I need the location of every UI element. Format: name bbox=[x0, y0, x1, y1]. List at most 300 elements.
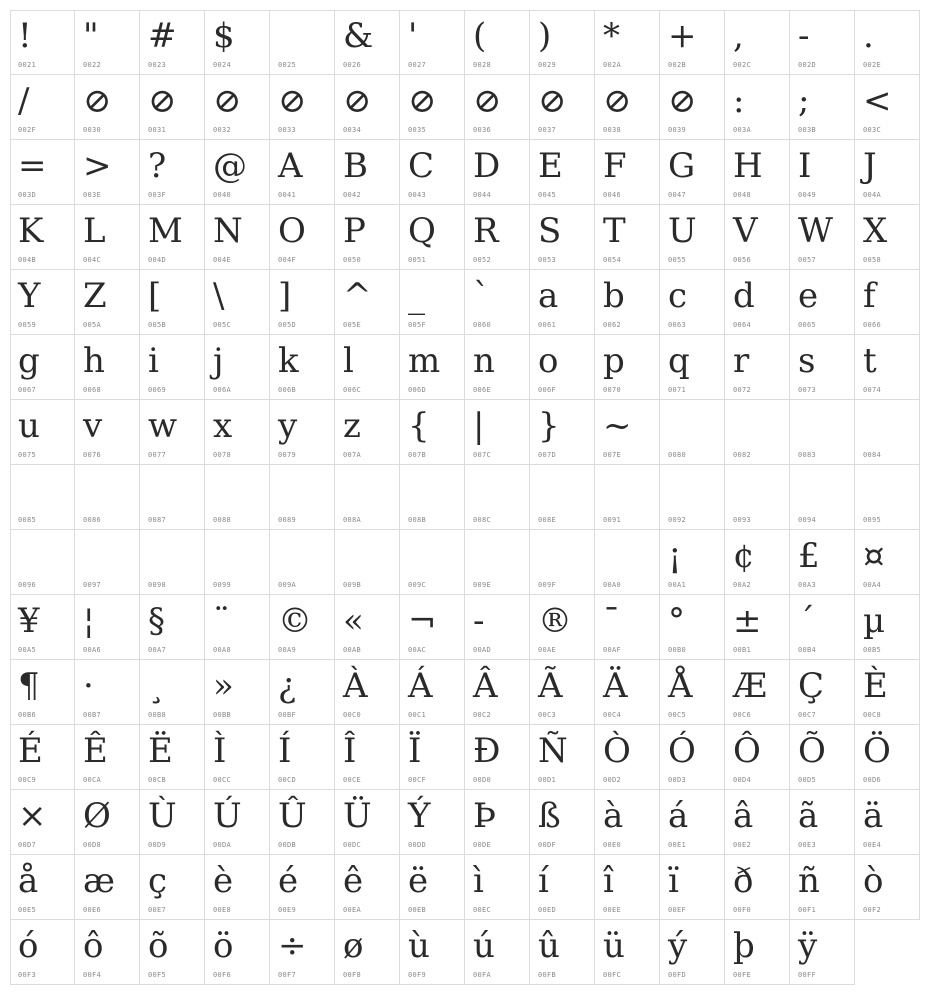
glyph-cell bbox=[140, 855, 205, 920]
glyph-codepoint: 00D4 bbox=[733, 776, 752, 784]
glyph-codepoint: 00B1 bbox=[733, 646, 752, 654]
glyph-char: = bbox=[18, 146, 47, 186]
glyph-cell bbox=[790, 530, 855, 595]
glyph-char: Ø bbox=[83, 796, 111, 836]
glyph-cell bbox=[335, 335, 400, 400]
glyph-cell bbox=[855, 725, 920, 790]
glyph-cell bbox=[75, 725, 140, 790]
glyph-char: ¢ bbox=[733, 536, 755, 576]
glyph-cell bbox=[205, 205, 270, 270]
glyph-codepoint: 00F5 bbox=[148, 971, 167, 979]
glyph-codepoint: 007C bbox=[473, 451, 492, 459]
glyph-codepoint: 0062 bbox=[603, 321, 622, 329]
glyph-char: K bbox=[18, 211, 44, 251]
glyph-cell bbox=[855, 790, 920, 855]
glyph-char: Ñ bbox=[538, 731, 568, 771]
glyph-cell bbox=[335, 790, 400, 855]
glyph-char: Â bbox=[473, 666, 498, 706]
glyph-cell bbox=[595, 920, 660, 985]
glyph-codepoint: 00D0 bbox=[473, 776, 492, 784]
glyph-cell bbox=[660, 595, 725, 660]
glyph-codepoint: 00B5 bbox=[863, 646, 882, 654]
glyph-codepoint: 009B bbox=[343, 581, 362, 589]
glyph-char: Î bbox=[343, 731, 357, 771]
glyph-codepoint: 006E bbox=[473, 386, 492, 394]
glyph-codepoint: 0054 bbox=[603, 256, 622, 264]
glyph-char: Ë bbox=[148, 731, 173, 771]
glyph-cell bbox=[595, 530, 660, 595]
glyph-char: Ä bbox=[603, 666, 628, 706]
glyph-cell bbox=[205, 400, 270, 465]
glyph-cell bbox=[400, 335, 465, 400]
glyph-char: ` bbox=[473, 276, 490, 316]
glyph-cell bbox=[465, 855, 530, 920]
glyph-codepoint: 00E0 bbox=[603, 841, 622, 849]
glyph-char: Þ bbox=[473, 796, 496, 836]
glyph-codepoint: 00CB bbox=[148, 776, 167, 784]
glyph-cell bbox=[400, 660, 465, 725]
glyph-cell bbox=[75, 595, 140, 660]
glyph-char: ð bbox=[733, 861, 754, 901]
glyph-cell bbox=[595, 140, 660, 205]
glyph-char: Å bbox=[668, 666, 693, 706]
glyph-cell bbox=[140, 75, 205, 140]
glyph-codepoint: 0032 bbox=[213, 126, 232, 134]
glyph-char: ë bbox=[408, 861, 429, 901]
glyph-codepoint: 00FA bbox=[473, 971, 492, 979]
glyph-codepoint: 00EE bbox=[603, 906, 622, 914]
glyph-codepoint: 007E bbox=[603, 451, 622, 459]
glyph-cell bbox=[75, 855, 140, 920]
glyph-codepoint: 00A3 bbox=[798, 581, 817, 589]
glyph-char: ] bbox=[278, 276, 292, 316]
glyph-char: Á bbox=[408, 666, 433, 706]
glyph-codepoint: 00DE bbox=[473, 841, 492, 849]
glyph-char: L bbox=[83, 211, 106, 251]
glyph-codepoint: 0055 bbox=[668, 256, 687, 264]
glyph-char: O bbox=[278, 211, 306, 251]
glyph-codepoint: 0049 bbox=[798, 191, 817, 199]
glyph-cell bbox=[790, 595, 855, 660]
glyph-cell bbox=[205, 335, 270, 400]
glyph-char: V bbox=[733, 211, 758, 251]
glyph-cell bbox=[400, 920, 465, 985]
glyph-codepoint: 00BB bbox=[213, 711, 232, 719]
glyph-cell bbox=[10, 10, 75, 75]
glyph-codepoint: 0084 bbox=[863, 451, 882, 459]
glyph-cell bbox=[10, 725, 75, 790]
glyph-codepoint: 00C9 bbox=[18, 776, 37, 784]
glyph-cell bbox=[660, 465, 725, 530]
glyph-cell bbox=[465, 140, 530, 205]
glyph-cell bbox=[140, 10, 205, 75]
glyph-char: , bbox=[733, 16, 744, 56]
glyph-char: á bbox=[668, 796, 689, 836]
glyph-codepoint: 005B bbox=[148, 321, 167, 329]
glyph-char: * bbox=[603, 16, 620, 56]
glyph-codepoint: 0037 bbox=[538, 126, 557, 134]
glyph-codepoint: 003E bbox=[83, 191, 102, 199]
glyph-cell bbox=[75, 75, 140, 140]
glyph-cell bbox=[660, 75, 725, 140]
glyph-codepoint: 0023 bbox=[148, 61, 167, 69]
glyph-char: æ bbox=[83, 861, 115, 901]
glyph-cell bbox=[530, 400, 595, 465]
glyph-codepoint: 003D bbox=[18, 191, 37, 199]
glyph-cell bbox=[335, 75, 400, 140]
glyph-cell bbox=[465, 400, 530, 465]
glyph-cell bbox=[400, 725, 465, 790]
glyph-char: ´ bbox=[798, 601, 815, 641]
glyph-char: ⊘ bbox=[213, 81, 242, 121]
glyph-char: « bbox=[343, 601, 364, 641]
glyph-codepoint: 00D1 bbox=[538, 776, 557, 784]
glyph-char: ø bbox=[343, 926, 364, 966]
glyph-codepoint: 00C8 bbox=[863, 711, 882, 719]
glyph-cell bbox=[75, 10, 140, 75]
glyph-cell bbox=[660, 530, 725, 595]
glyph-cell bbox=[10, 530, 75, 595]
glyph-cell bbox=[270, 790, 335, 855]
glyph-cell bbox=[400, 400, 465, 465]
glyph-codepoint: 0095 bbox=[863, 516, 882, 524]
glyph-codepoint: 0074 bbox=[863, 386, 882, 394]
glyph-codepoint: 0053 bbox=[538, 256, 557, 264]
glyph-char: D bbox=[473, 146, 501, 186]
glyph-cell bbox=[530, 595, 595, 660]
glyph-char: û bbox=[538, 926, 560, 966]
glyph-cell bbox=[205, 10, 270, 75]
glyph-codepoint: 00EC bbox=[473, 906, 492, 914]
glyph-char: k bbox=[278, 341, 299, 381]
glyph-char: è bbox=[213, 861, 234, 901]
glyph-cell bbox=[335, 465, 400, 530]
glyph-codepoint: 0085 bbox=[18, 516, 37, 524]
glyph-char: ° bbox=[668, 601, 685, 641]
glyph-char: . bbox=[863, 16, 874, 56]
glyph-char: t bbox=[863, 341, 877, 381]
glyph-char: w bbox=[148, 406, 178, 446]
glyph-codepoint: 0026 bbox=[343, 61, 362, 69]
glyph-char: E bbox=[538, 146, 563, 186]
glyph-cell bbox=[270, 660, 335, 725]
glyph-codepoint: 0069 bbox=[148, 386, 167, 394]
glyph-cell bbox=[10, 270, 75, 335]
glyph-cell bbox=[75, 465, 140, 530]
glyph-codepoint: 00E1 bbox=[668, 841, 687, 849]
glyph-codepoint: 00EA bbox=[343, 906, 362, 914]
glyph-char: ⊘ bbox=[83, 81, 112, 121]
glyph-char: H bbox=[733, 146, 763, 186]
glyph-cell bbox=[790, 400, 855, 465]
glyph-char: G bbox=[668, 146, 696, 186]
glyph-codepoint: 0091 bbox=[603, 516, 622, 524]
glyph-codepoint: 003A bbox=[733, 126, 752, 134]
glyph-char: u bbox=[18, 406, 40, 446]
glyph-codepoint: 0098 bbox=[148, 581, 167, 589]
glyph-char: Y bbox=[18, 276, 41, 316]
glyph-char: h bbox=[83, 341, 105, 381]
glyph-codepoint: 00E8 bbox=[213, 906, 232, 914]
glyph-codepoint: 00F1 bbox=[798, 906, 817, 914]
glyph-cell bbox=[140, 335, 205, 400]
glyph-char: ~ bbox=[603, 406, 632, 446]
glyph-cell bbox=[595, 10, 660, 75]
glyph-codepoint: 00A2 bbox=[733, 581, 752, 589]
glyph-codepoint: 0076 bbox=[83, 451, 102, 459]
glyph-char: C bbox=[408, 146, 435, 186]
glyph-char: þ bbox=[733, 926, 755, 966]
glyph-cell bbox=[205, 465, 270, 530]
glyph-cell bbox=[270, 400, 335, 465]
glyph-codepoint: 003B bbox=[798, 126, 817, 134]
glyph-codepoint: 0097 bbox=[83, 581, 102, 589]
glyph-cell bbox=[205, 660, 270, 725]
glyph-codepoint: 005A bbox=[83, 321, 102, 329]
glyph-codepoint: 0025 bbox=[278, 61, 297, 69]
glyph-codepoint: 006A bbox=[213, 386, 232, 394]
glyph-cell bbox=[400, 595, 465, 660]
glyph-cell bbox=[725, 400, 790, 465]
glyph-cell bbox=[725, 855, 790, 920]
glyph-cell bbox=[140, 920, 205, 985]
glyph-char: j bbox=[213, 341, 224, 381]
glyph-char: / bbox=[18, 81, 30, 121]
glyph-char: ó bbox=[18, 926, 39, 966]
glyph-codepoint: 003F bbox=[148, 191, 167, 199]
glyph-codepoint: 006C bbox=[343, 386, 362, 394]
glyph-cell bbox=[205, 920, 270, 985]
glyph-cell bbox=[140, 270, 205, 335]
glyph-codepoint: 00F7 bbox=[278, 971, 297, 979]
glyph-codepoint: 0021 bbox=[18, 61, 37, 69]
glyph-cell bbox=[270, 270, 335, 335]
glyph-char: § bbox=[148, 601, 165, 641]
glyph-char: S bbox=[538, 211, 562, 251]
glyph-codepoint: 0070 bbox=[603, 386, 622, 394]
glyph-char: v bbox=[83, 406, 103, 446]
glyph-codepoint: 008A bbox=[343, 516, 362, 524]
glyph-codepoint: 0065 bbox=[798, 321, 817, 329]
glyph-codepoint: 0035 bbox=[408, 126, 427, 134]
glyph-char: l bbox=[343, 341, 354, 381]
glyph-char: d bbox=[733, 276, 755, 316]
glyph-cell bbox=[400, 530, 465, 595]
glyph-cell bbox=[10, 920, 75, 985]
glyph-char: J bbox=[863, 146, 877, 186]
glyph-char: ñ bbox=[798, 861, 820, 901]
glyph-cell bbox=[725, 660, 790, 725]
glyph-codepoint: 0094 bbox=[798, 516, 817, 524]
glyph-codepoint: 004A bbox=[863, 191, 882, 199]
glyph-codepoint: 0061 bbox=[538, 321, 557, 329]
glyph-cell bbox=[335, 400, 400, 465]
glyph-cell bbox=[790, 140, 855, 205]
glyph-char: ⊘ bbox=[278, 81, 307, 121]
glyph-codepoint: 00C0 bbox=[343, 711, 362, 719]
glyph-cell bbox=[400, 205, 465, 270]
glyph-codepoint: 00DC bbox=[343, 841, 362, 849]
glyph-char: z bbox=[343, 406, 361, 446]
glyph-codepoint: 00DB bbox=[278, 841, 297, 849]
glyph-codepoint: 007A bbox=[343, 451, 362, 459]
glyph-cell bbox=[75, 920, 140, 985]
glyph-codepoint: 0052 bbox=[473, 256, 492, 264]
glyph-char: î bbox=[603, 861, 614, 901]
glyph-char: ö bbox=[213, 926, 234, 966]
glyph-codepoint: 00FE bbox=[733, 971, 752, 979]
glyph-cell bbox=[660, 10, 725, 75]
glyph-codepoint: 0086 bbox=[83, 516, 102, 524]
glyph-char: ¶ bbox=[18, 666, 40, 706]
glyph-cell bbox=[530, 790, 595, 855]
glyph-cell bbox=[465, 205, 530, 270]
glyph-cell bbox=[10, 335, 75, 400]
glyph-char: ¯ bbox=[603, 601, 620, 641]
glyph-char: n bbox=[473, 341, 495, 381]
glyph-codepoint: 00E7 bbox=[148, 906, 167, 914]
glyph-codepoint: 002A bbox=[603, 61, 622, 69]
glyph-codepoint: 0087 bbox=[148, 516, 167, 524]
glyph-cell bbox=[465, 660, 530, 725]
glyph-cell bbox=[855, 205, 920, 270]
glyph-char: y bbox=[278, 406, 298, 446]
glyph-char: Í bbox=[278, 731, 292, 771]
glyph-char: õ bbox=[148, 926, 169, 966]
glyph-cell bbox=[140, 595, 205, 660]
glyph-codepoint: 0030 bbox=[83, 126, 102, 134]
glyph-codepoint: 002D bbox=[798, 61, 817, 69]
glyph-codepoint: 00C5 bbox=[668, 711, 687, 719]
glyph-cell bbox=[725, 530, 790, 595]
glyph-char: ï bbox=[668, 861, 679, 901]
glyph-char: m bbox=[408, 341, 441, 381]
glyph-codepoint: 00C1 bbox=[408, 711, 427, 719]
glyph-cell bbox=[400, 855, 465, 920]
glyph-char: + bbox=[668, 16, 697, 56]
glyph-char: · bbox=[83, 666, 94, 706]
glyph-char: ; bbox=[798, 81, 810, 121]
glyph-char: x bbox=[213, 406, 233, 446]
glyph-cell bbox=[335, 920, 400, 985]
glyph-cell bbox=[530, 335, 595, 400]
glyph-char: Q bbox=[408, 211, 436, 251]
glyph-char: ¿ bbox=[278, 666, 297, 706]
glyph-codepoint: 00F8 bbox=[343, 971, 362, 979]
glyph-codepoint: 00A1 bbox=[668, 581, 687, 589]
glyph-cell bbox=[270, 920, 335, 985]
glyph-codepoint: 004E bbox=[213, 256, 232, 264]
glyph-cell bbox=[660, 400, 725, 465]
glyph-char: é bbox=[278, 861, 299, 901]
glyph-cell bbox=[725, 790, 790, 855]
glyph-codepoint: 00F9 bbox=[408, 971, 427, 979]
glyph-char: » bbox=[213, 666, 234, 706]
glyph-codepoint: 007B bbox=[408, 451, 427, 459]
glyph-cell bbox=[790, 725, 855, 790]
glyph-codepoint: 0045 bbox=[538, 191, 557, 199]
glyph-codepoint: 00C3 bbox=[538, 711, 557, 719]
glyph-codepoint: 008E bbox=[538, 516, 557, 524]
glyph-cell bbox=[140, 465, 205, 530]
glyph-char: U bbox=[668, 211, 697, 251]
glyph-codepoint: 00FF bbox=[798, 971, 817, 979]
glyph-cell bbox=[790, 205, 855, 270]
glyph-char: @ bbox=[213, 146, 247, 186]
glyph-codepoint: 009F bbox=[538, 581, 557, 589]
glyph-cell bbox=[855, 465, 920, 530]
glyph-codepoint: 006D bbox=[408, 386, 427, 394]
glyph-cell bbox=[75, 270, 140, 335]
glyph-char: Ù bbox=[148, 796, 177, 836]
glyph-cell bbox=[465, 920, 530, 985]
glyph-codepoint: 00CA bbox=[83, 776, 102, 784]
glyph-codepoint: 0083 bbox=[798, 451, 817, 459]
glyph-cell bbox=[205, 75, 270, 140]
glyph-cell bbox=[530, 530, 595, 595]
glyph-codepoint: 0079 bbox=[278, 451, 297, 459]
glyph-cell bbox=[335, 140, 400, 205]
glyph-codepoint: 00CF bbox=[408, 776, 427, 784]
glyph-cell bbox=[595, 595, 660, 660]
glyph-codepoint: 00F6 bbox=[213, 971, 232, 979]
glyph-char: â bbox=[733, 796, 754, 836]
glyph-char: a bbox=[538, 276, 559, 316]
glyph-cell bbox=[140, 725, 205, 790]
glyph-codepoint: 0043 bbox=[408, 191, 427, 199]
glyph-codepoint: 00E6 bbox=[83, 906, 102, 914]
glyph-char: [ bbox=[148, 276, 162, 316]
glyph-char: o bbox=[538, 341, 559, 381]
glyph-char: B bbox=[343, 146, 368, 186]
glyph-char: ß bbox=[538, 796, 561, 836]
glyph-cell bbox=[140, 660, 205, 725]
glyph-cell bbox=[660, 790, 725, 855]
glyph-char: : bbox=[733, 81, 745, 121]
glyph-cell bbox=[790, 660, 855, 725]
glyph-codepoint: 0075 bbox=[18, 451, 37, 459]
glyph-cell bbox=[725, 725, 790, 790]
glyph-cell bbox=[140, 205, 205, 270]
glyph-codepoint: 00AD bbox=[473, 646, 492, 654]
glyph-codepoint: 0050 bbox=[343, 256, 362, 264]
glyph-char: Ô bbox=[733, 731, 761, 771]
glyph-cell bbox=[725, 595, 790, 660]
glyph-codepoint: 009A bbox=[278, 581, 297, 589]
glyph-cell bbox=[75, 790, 140, 855]
glyph-codepoint: 008C bbox=[473, 516, 492, 524]
glyph-char: ! bbox=[18, 16, 32, 56]
glyph-codepoint: 0099 bbox=[213, 581, 232, 589]
glyph-codepoint: 0059 bbox=[18, 321, 37, 329]
glyph-cell bbox=[660, 270, 725, 335]
glyph-char: i bbox=[148, 341, 159, 381]
glyph-cell bbox=[530, 205, 595, 270]
glyph-cell bbox=[660, 335, 725, 400]
glyph-char: É bbox=[18, 731, 43, 771]
glyph-codepoint: 00EF bbox=[668, 906, 687, 914]
glyph-codepoint: 005E bbox=[343, 321, 362, 329]
glyph-cell bbox=[270, 855, 335, 920]
glyph-cell bbox=[10, 465, 75, 530]
glyph-cell bbox=[205, 855, 270, 920]
glyph-char: | bbox=[473, 406, 485, 446]
glyph-cell bbox=[270, 725, 335, 790]
glyph-cell bbox=[530, 855, 595, 920]
glyph-codepoint: 0077 bbox=[148, 451, 167, 459]
glyph-char: # bbox=[148, 16, 177, 56]
glyph-cell bbox=[335, 660, 400, 725]
